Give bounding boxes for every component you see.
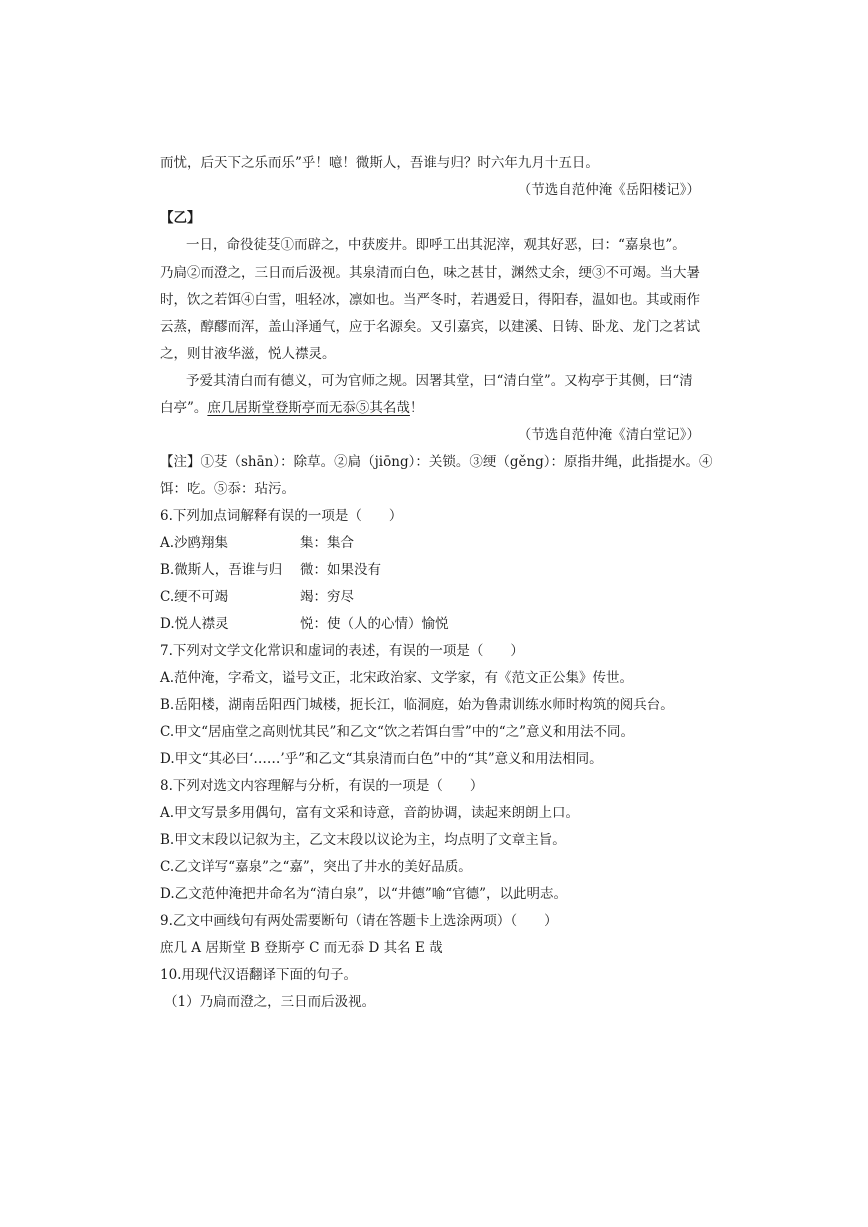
option-b[interactable]: B.岳阳楼，湖南岳阳西门城楼，扼长江，临洞庭，始为鲁肃训练水师时构筑的阅兵台。 [160,697,674,713]
option-a[interactable] [160,533,715,553]
text-line: 时，饮之若饵④白雪，咀轻冰，凛如也。当严冬时，若遇爱日，得阳春，温如也。其或雨作 [160,292,700,308]
source-note: （节选自范仲淹《岳阳楼记》） [517,182,700,198]
text-line: 一日，命役徒芟①而辟之，中获废井。即呼工出其泥滓，观其好恶，曰：“嘉泉也”。 [186,237,686,253]
option-c[interactable] [160,587,715,607]
option-phrase: A.沙鸥翔集 [160,535,229,551]
option-phrase: C.绠不可竭 [160,589,229,605]
sentence-break-options[interactable]: 庶几 A 居斯堂 B 登斯亭 C 而无忝 D 其名 E 哉 [160,940,443,956]
text-line: 之，则甘液华滋，悦人襟灵。 [160,346,336,362]
footnote-line: 【注】①芟（shān）：除草。②扃（jiōng）：关锁。③绠（gěng）：原指井绳，此指提水。④ [160,454,713,470]
text-line [160,398,715,418]
option-b[interactable] [160,560,715,580]
underlined-sentence: 庶几居斯堂登斯亭而无忝⑤其名哉 [207,400,410,416]
option-explanation: 集：集合 [300,535,354,551]
text-span: ！ [409,400,424,416]
option-c[interactable]: C.乙文详写“嘉泉”之“嘉”，突出了井水的美好品质。 [160,859,472,875]
option-b[interactable]: B.甲文末段以记叙为主，乙文末段以议论为主，均点明了文章主旨。 [160,832,566,848]
footnote-line: 饵：吃。⑤忝：玷污。 [160,481,295,497]
text-line: 乃扃②而澄之，三日而后汲视。其泉清而白色，味之甚甘，渊然丈余，绠③不可竭。当大暑 [160,265,700,281]
option-a[interactable]: A.范仲淹，字希文，谥号文正，北宋政治家、文学家，有《范文正公集》传世。 [160,670,634,686]
question-7: 7.下列对文学文化常识和虚词的表述，有误的一项是（ ） [160,643,524,659]
section-heading: 【乙】 [160,210,201,226]
option-explanation: 竭：穷尽 [300,589,354,605]
option-a[interactable]: A.甲文写景多用偶句，富有文采和诗意，音韵协调，读起来朗朗上口。 [160,805,580,821]
text-line: 云蒸，醇醪而浑，盖山泽通气，应于名源矣。又引嘉宾，以建溪、日铸、卧龙、龙门之茗试 [160,319,700,335]
sub-question-1: （1）乃扃而澄之，三日而后汲视。 [164,994,376,1010]
source-note: （节选自范仲淹《清白堂记》） [517,427,700,443]
text-span: 白亭”。 [160,400,208,416]
option-explanation: 微：如果没有 [300,562,381,578]
option-phrase: D.悦人襟灵 [160,616,229,632]
question-10: 10.用现代汉语翻译下面的句子。 [160,967,357,983]
question-9: 9.乙文中画线句有两处需要断句（请在答题卡上选涂两项）（ ） [160,913,558,929]
option-d[interactable] [160,614,715,634]
question-8: 8.下列对选文内容理解与分析，有误的一项是（ ） [160,778,484,794]
option-explanation: 悦：使（人的心情）愉悦 [300,616,449,632]
text-line: 予爱其清白而有德义，可为官师之规。因署其堂，曰“清白堂”。又构亭于其侧，曰“清 [186,373,693,389]
option-phrase: B.微斯人，吾谁与归 [160,562,283,578]
question-6: 6.下列加点词解释有误的一项是（ ） [160,508,403,524]
option-c[interactable]: C.甲文“居庙堂之高则忧其民”和乙文“饮之若饵白雪”中的“之”意义和用法不同。 [160,724,635,740]
text-line: 而忧，后天下之乐而乐”乎！噫！微斯人，吾谁与归？时六年九月十五日。 [160,155,599,171]
option-d[interactable]: D.甲文“其必曰‘……’乎”和乙文“其泉清而白色”中的“其”意义和用法相同。 [160,751,603,767]
option-d[interactable]: D.乙文范仲淹把井命名为“清白泉”，以“井德”喻“官德”，以此明志。 [160,886,568,902]
